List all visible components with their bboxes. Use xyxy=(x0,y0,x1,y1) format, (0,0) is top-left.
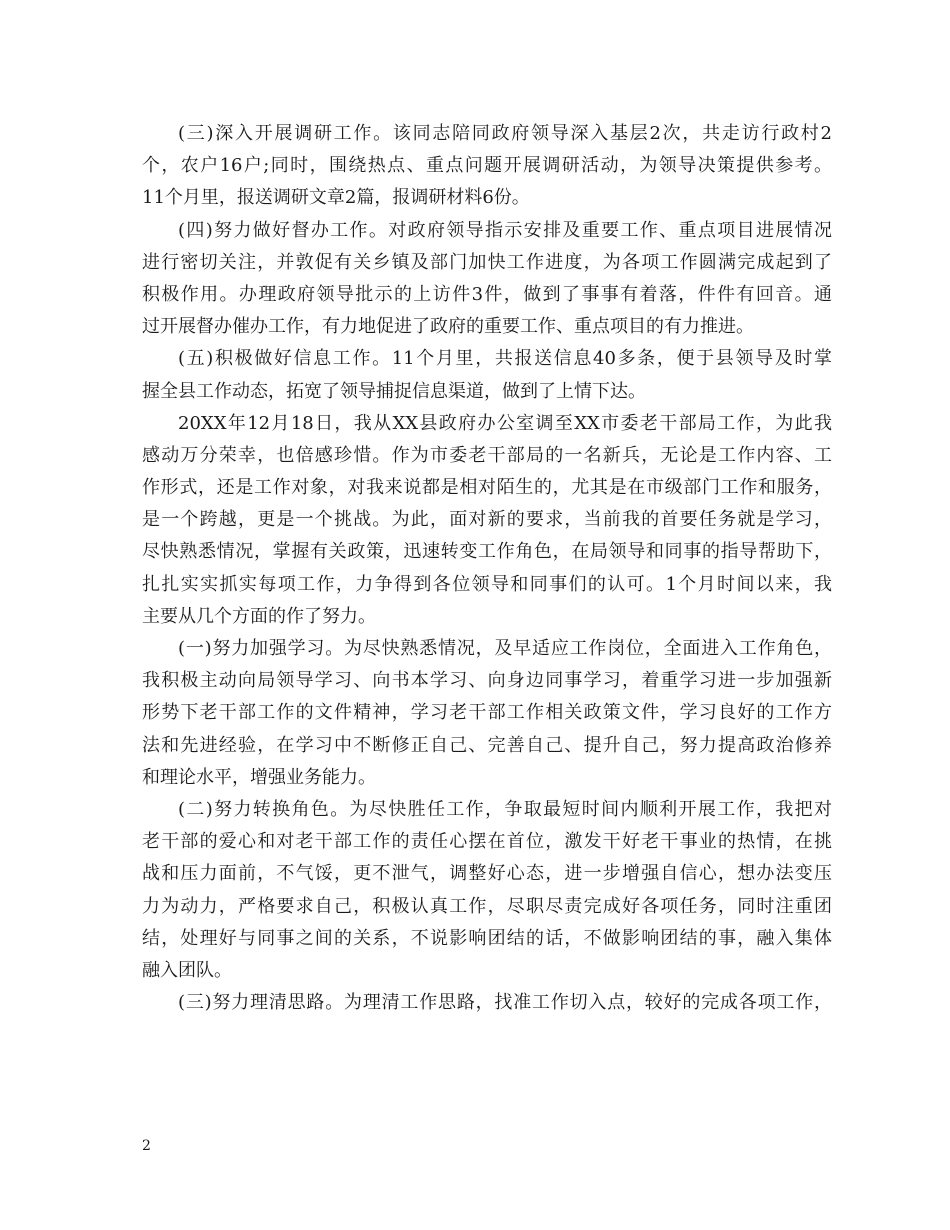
text-line: 作形式，还是工作对象，对我来说都是相对陌生的，尤其是在市级部门工作和服务， xyxy=(142,477,832,499)
text-line: 和理论水平，增强业务能力。 xyxy=(142,766,376,788)
text-line: 力为动力，严格要求自己，积极认真工作，尽职尽责完成好各项任务，同时注重团 xyxy=(142,895,832,917)
text-line: (三)努力理清思路。为理清工作思路，找准工作切入点，较好的完成各项工作， xyxy=(178,992,832,1014)
paragraph xyxy=(142,408,832,633)
text-line: 形势下老干部工作的文件精神，学习老干部工作相关政策文件，学习良好的工作方 xyxy=(142,702,832,724)
text-line: 战和压力面前，不气馁，更不泄气，调整好心态，进一步增强自信心，想办法变压 xyxy=(142,863,832,885)
text-line: (二)努力转换角色。为尽快胜任工作，争取最短时间内顺利开展工作，我把对 xyxy=(178,798,832,820)
text-line: 个，农户16户;同时，围绕热点、重点问题开展调研活动，为领导决策提供参考。 xyxy=(142,155,832,177)
text-line: 积极作用。办理政府领导批示的上访件3件，做到了事事有着落，件件有回音。通 xyxy=(142,283,832,305)
document-body xyxy=(142,118,832,1019)
text-line: 尽快熟悉情况，掌握有关政策，迅速转变工作角色，在局领导和同事的指导帮助下， xyxy=(142,541,832,563)
text-line: (四)努力做好督办工作。对政府领导指示安排及重要工作、重点项目进展情况 xyxy=(178,219,832,241)
paragraph xyxy=(142,215,832,344)
text-line: 进行密切关注，并敦促有关乡镇及部门加快工作进度，为各项工作圆满完成起到了 xyxy=(142,251,832,273)
text-line: (五)积极做好信息工作。11个月里，共报送信息40多条，便于县领导及时掌 xyxy=(178,348,832,370)
text-line: 老干部的爱心和对老干部工作的责任心摆在首位，激发干好老干事业的热情，在挑 xyxy=(142,831,832,853)
page-number: 2 xyxy=(142,1138,151,1154)
text-line: 法和先进经验，在学习中不断修正自己、完善自己、提升自己，努力提高政治修养 xyxy=(142,734,832,756)
text-line: 11个月里，报送调研文章2篇，报调研材料6份。 xyxy=(142,187,530,209)
text-line: 感动万分荣幸，也倍感珍惜。作为市委老干部局的一名新兵，无论是工作内容、工 xyxy=(142,444,832,466)
text-line: 20XX年12月18日，我从XX县政府办公室调至XX市委老干部局工作，为此我 xyxy=(178,412,832,434)
paragraph xyxy=(142,118,832,215)
paragraph xyxy=(142,633,832,794)
text-line: 握全县工作动态，拓宽了领导捕捉信息渠道，做到了上情下达。 xyxy=(142,380,646,402)
text-line: 过开展督办催办工作，有力地促进了政府的重要工作、重点项目的有力推进。 xyxy=(142,316,754,338)
paragraph xyxy=(142,343,832,407)
text-line: 融入团队。 xyxy=(142,959,232,981)
text-line: 扎扎实实抓实每项工作，力争得到各位领导和同事们的认可。1个月时间以来，我 xyxy=(142,573,832,595)
text-line: 是一个跨越，更是一个挑战。为此，面对新的要求，当前我的首要任务就是学习， xyxy=(142,509,832,531)
text-line: 结，处理好与同事之间的关系，不说影响团结的话，不做影响团结的事，融入集体 xyxy=(142,927,832,949)
paragraph xyxy=(142,987,832,1019)
text-line: (三)深入开展调研工作。该同志陪同政府领导深入基层2次，共走访行政村2 xyxy=(178,123,832,144)
paragraph xyxy=(142,794,832,987)
text-line: 我积极主动向局领导学习、向书本学习、向身边同事学习，着重学习进一步加强新 xyxy=(142,670,832,692)
text-line: (一)努力加强学习。为尽快熟悉情况，及早适应工作岗位，全面进入工作角色， xyxy=(178,638,832,659)
text-line: 主要从几个方面的作了努力。 xyxy=(142,605,376,627)
